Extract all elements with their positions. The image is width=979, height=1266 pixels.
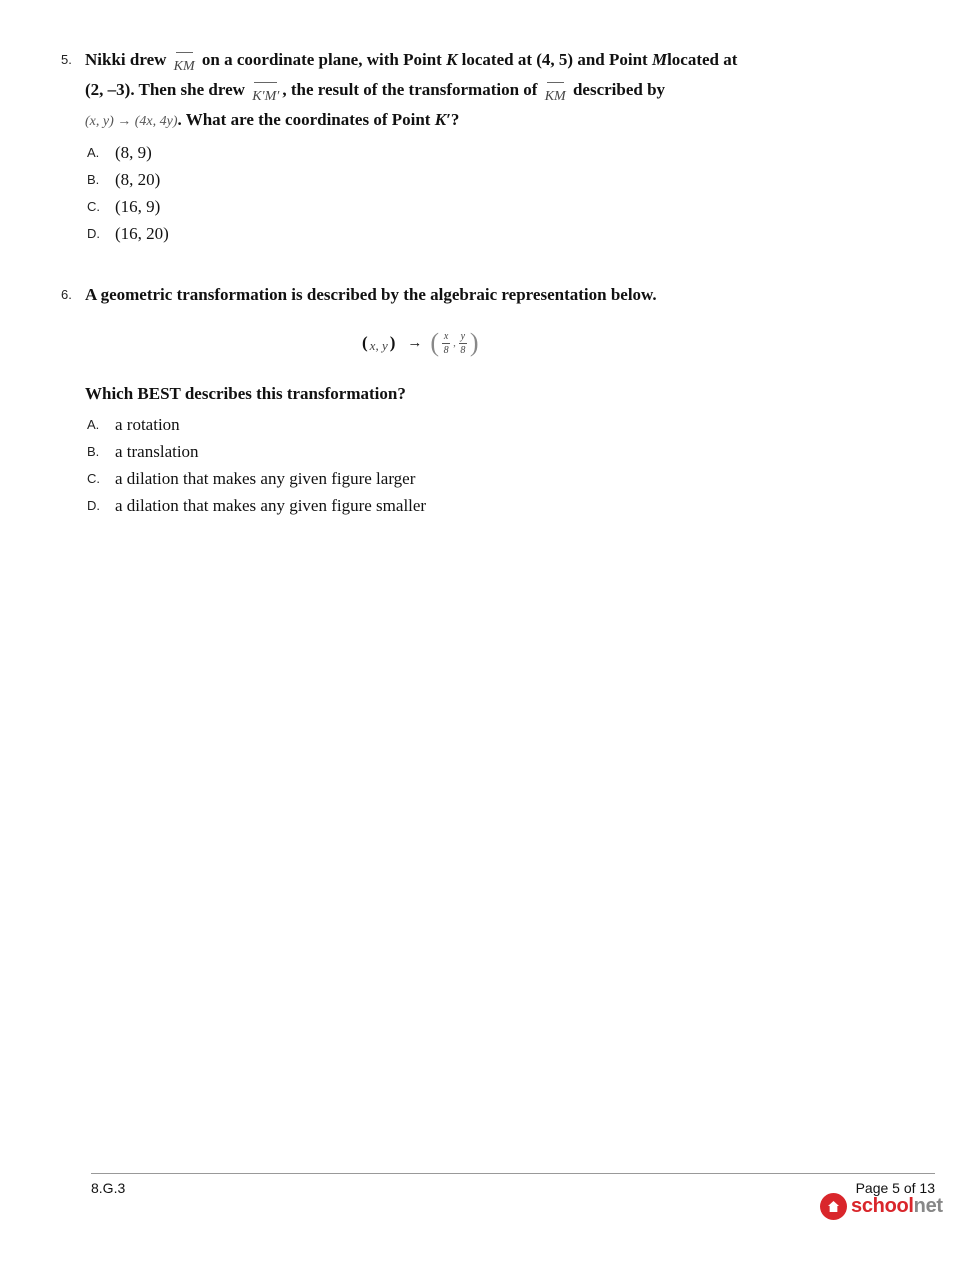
algebraic-formula: ( x, y ) → ( $\frac{x}{8}$ , $\frac{y}{8}$ ) xyxy=(362,328,479,357)
answer-choice[interactable]: a dilation that makes any given figure smaller xyxy=(115,496,427,515)
question-prompt: Which BEST describes this transformation? xyxy=(85,384,406,403)
question-number: 5. xyxy=(61,52,72,67)
answer-choice[interactable]: (8, 20) xyxy=(115,170,161,189)
schoolnet-logo: schoolnet xyxy=(820,1193,943,1220)
fraction-y: $\frac{y}{8}$ xyxy=(460,330,466,356)
answer-choice-letter: C. xyxy=(87,471,100,486)
answer-choice-letter: B. xyxy=(87,172,100,187)
transformation-rule: (x, y) → (4x, 4y) xyxy=(85,114,178,129)
page-number: Page 5 of 13 xyxy=(855,1180,935,1196)
answer-choice[interactable]: (8, 9) xyxy=(115,143,152,162)
answer-choice[interactable]: (16, 20) xyxy=(115,224,169,243)
house-icon xyxy=(820,1193,847,1220)
stem-line-2: (2, –3). Then she drew K′M′ , the result of the transformation of KM described by xyxy=(85,76,785,106)
answer-choice-letter: A. xyxy=(87,417,100,432)
standard-code: 8.G.3 xyxy=(91,1180,126,1196)
segment-km: KM xyxy=(171,53,198,81)
answer-choice-letter: D. xyxy=(87,498,100,513)
question-number: 6. xyxy=(61,287,72,302)
segment-kprime-mprime: K′M′ xyxy=(249,83,282,111)
question-stem xyxy=(85,46,785,136)
stem-line-1: Nikki drew KM on a coordinate plane, with Point K located at (4, 5) and Point Mlocated at xyxy=(85,46,785,76)
answer-choice-letter: D. xyxy=(87,226,100,241)
answer-choice-letter: B. xyxy=(87,444,100,459)
answer-choice[interactable]: a rotation xyxy=(115,415,180,434)
answer-choice[interactable]: a translation xyxy=(115,442,199,461)
stem-line-3: (x, y) → (4x, 4y). What are the coordinates of Point K′? xyxy=(85,110,460,129)
question-stem: A geometric transformation is described by the algebraic representation below. xyxy=(85,285,657,304)
footer-divider xyxy=(91,1173,935,1174)
answer-choice[interactable]: a dilation that makes any given figure larger xyxy=(115,469,416,488)
fraction-x: $\frac{x}{8}$ xyxy=(443,330,449,356)
answer-choice-letter: C. xyxy=(87,199,100,214)
segment-km: KM xyxy=(542,83,569,111)
answer-choice[interactable]: (16, 9) xyxy=(115,197,161,216)
answer-choice-letter: A. xyxy=(87,145,100,160)
